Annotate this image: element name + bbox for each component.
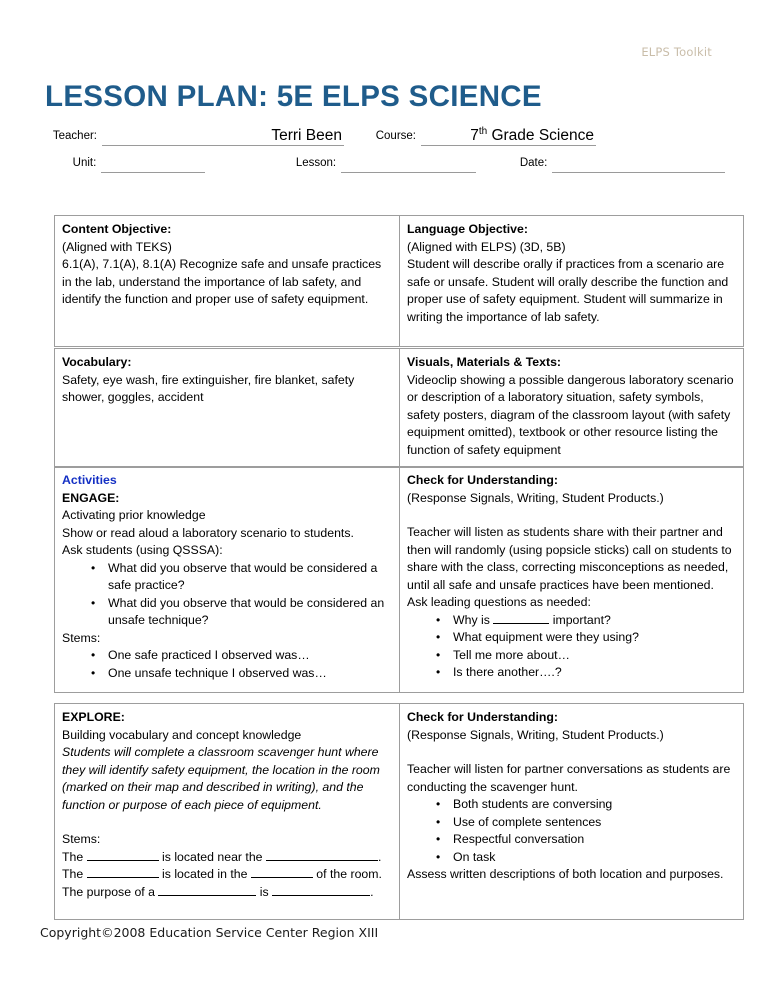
list-item: • What equipment were they using? xyxy=(453,629,736,647)
engage-line-1: Activating prior knowledge xyxy=(62,508,206,522)
list-item: • One safe practiced I observed was… xyxy=(108,647,392,665)
teacher-input[interactable] xyxy=(102,125,344,146)
course-label: Course: xyxy=(375,130,416,142)
page-title: LESSON PLAN: 5E ELPS SCIENCE xyxy=(45,80,542,113)
list-item xyxy=(453,612,736,630)
table-row xyxy=(55,216,744,347)
lesson-label: Lesson: xyxy=(295,157,337,169)
elps-toolkit-tag: ELPS Toolkit xyxy=(641,45,712,59)
language-objective-body: Student will describe orally if practices from a scenario are safe or unsafe. Student will orally describe the function and proper use of safety equipment. Student will summarize in writing the importance of lab safety. xyxy=(407,257,729,324)
engage-table xyxy=(54,466,744,693)
list-item: • On task xyxy=(453,849,736,867)
content-objective-cell xyxy=(55,216,400,347)
question-prefix: Why is xyxy=(453,612,494,627)
blank-line xyxy=(266,849,378,861)
table-row xyxy=(55,704,744,920)
explore-stem-3: The purpose of a is . xyxy=(62,884,374,899)
explore-stem-2: The is located in the of the room. xyxy=(62,867,382,881)
language-objective-heading: Language Objective: xyxy=(407,222,528,236)
list-item: • One unsafe technique I observed was… xyxy=(108,665,392,683)
blank-line xyxy=(87,849,159,861)
date-label: Date: xyxy=(519,157,548,169)
cfu-closing-explore: Assess written descriptions of both location and purposes. xyxy=(407,867,724,881)
content-objective-body: 6.1(A), 7.1(A), 8.1(A) Recognize safe and unsafe practices in the lab, understand the importance of lab safety, and identify the function and proper use of safety equipment. xyxy=(62,257,382,306)
engage-question-list xyxy=(62,560,392,630)
copyright-footer: Copyright©2008 Education Service Center Region XIII xyxy=(40,925,379,940)
date-input[interactable] xyxy=(552,152,725,173)
blank-line xyxy=(272,884,370,896)
cfu-subheading-engage: (Response Signals, Writing, Student Products.) xyxy=(407,490,664,505)
blank-line xyxy=(251,866,313,878)
unit-label: Unit: xyxy=(72,157,97,169)
explore-line-1: Building vocabulary and concept knowledge xyxy=(62,727,302,742)
cfu-subheading-explore: (Response Signals, Writing, Student Products.) xyxy=(407,727,664,742)
blank-line xyxy=(87,866,159,878)
language-objective-subheading: (Aligned with ELPS) (3D, 5B) xyxy=(407,239,566,254)
table-row xyxy=(55,349,744,468)
visuals-cell xyxy=(400,349,744,468)
content-objective-subheading: (Aligned with TEKS) xyxy=(62,239,172,254)
lesson-input[interactable] xyxy=(341,152,476,173)
spacer xyxy=(407,507,736,524)
cfu-body-engage: Teacher will listen as students share with their partner and then will randomly (using popsicle sticks) call on students to share with the class, correcting misconceptions as needed, until all safe and unsafe practices have been mentioned. Ask leading questions as needed: xyxy=(407,525,732,609)
explore-stem-1: The is located near the . xyxy=(62,849,382,864)
engage-activities-cell xyxy=(55,467,400,693)
engage-line-3: Ask students (using QSSSA): xyxy=(62,543,223,557)
cfu-heading-engage: Check for Understanding: xyxy=(407,473,558,487)
cfu-observation-list xyxy=(407,796,736,866)
explore-phase-label: EXPLORE: xyxy=(62,710,125,724)
lesson-meta-form xyxy=(45,125,725,179)
teacher-value: Terri Been xyxy=(271,127,342,144)
vocabulary-body: Safety, eye wash, fire extinguisher, fire blanket, safety shower, goggles, accident xyxy=(62,372,355,404)
engage-stems-label: Stems: xyxy=(62,630,101,645)
blank-line xyxy=(158,884,256,896)
list-item: • Use of complete sentences xyxy=(453,814,736,832)
table-row xyxy=(55,467,744,693)
explore-italic-body: Students will complete a classroom scavenger hunt where they will identify safety equipment, the location in the room (marked on their map and described in writing), and the function or purpose of each piece of equipment. xyxy=(62,745,380,812)
spacer xyxy=(62,814,392,831)
vocabulary-cell xyxy=(55,349,400,468)
list-item: • What did you observe that would be considered a safe practice? xyxy=(108,560,392,595)
cfu-leading-questions-list xyxy=(407,612,736,682)
vocabulary-heading: Vocabulary: xyxy=(62,355,132,369)
objectives-table xyxy=(54,215,744,347)
blank-line xyxy=(493,612,549,624)
meta-row-bottom xyxy=(45,152,725,173)
teacher-label: Teacher: xyxy=(52,130,97,142)
meta-row-top xyxy=(45,125,725,146)
list-item: • Both students are conversing xyxy=(453,796,736,814)
course-input[interactable] xyxy=(421,125,596,146)
explore-stems-label: Stems: xyxy=(62,832,101,846)
engage-check-understanding-cell xyxy=(400,467,744,693)
cfu-body-explore: Teacher will listen for partner conversations as students are conducting the scavenger hunt. xyxy=(407,762,731,794)
list-item: • Respectful conversation xyxy=(453,831,736,849)
vocabulary-visuals-table xyxy=(54,348,744,468)
course-value: 7th Grade Science xyxy=(470,125,594,144)
list-item: • Is there another….? xyxy=(453,664,736,682)
cfu-heading-explore: Check for Understanding: xyxy=(407,710,558,724)
visuals-heading: Visuals, Materials & Texts: xyxy=(407,355,562,369)
engage-phase-label: ENGAGE: xyxy=(62,490,120,505)
unit-input[interactable] xyxy=(101,152,205,173)
explore-check-understanding-cell xyxy=(400,704,744,920)
question-suffix: important? xyxy=(549,612,611,627)
engage-line-2: Show or read aloud a laboratory scenario to students. xyxy=(62,525,354,540)
visuals-body: Videoclip showing a possible dangerous laboratory scenario or description of a laboratory situation, safety symbols, safety posters, diagram of the classroom layout (with safety equipment omitted), textbook or other resource listing the function of safety equipment xyxy=(407,372,734,457)
spacer xyxy=(407,744,736,761)
activities-label: Activities xyxy=(62,473,117,487)
list-item: • What did you observe that would be considered an unsafe technique? xyxy=(108,595,392,630)
engage-stems-list xyxy=(62,647,392,682)
language-objective-cell xyxy=(400,216,744,347)
list-item: • Tell me more about… xyxy=(453,647,736,665)
explore-activities-cell xyxy=(55,704,400,920)
explore-table xyxy=(54,703,744,920)
content-objective-heading: Content Objective: xyxy=(62,222,172,236)
